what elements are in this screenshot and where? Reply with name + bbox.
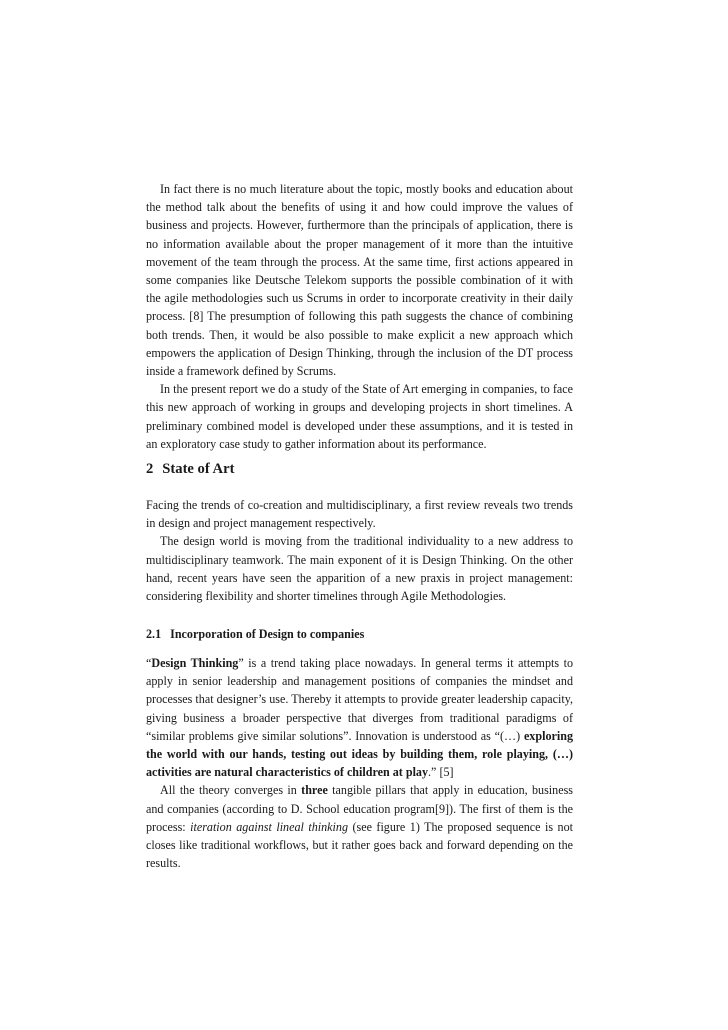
subsection-2-1-paragraph-2: All the theory converges in three tangible pillars that apply in education, business and companies (according to D. School education program[9]). The first of them is the process: iteration against lineal thinking (see figure 1) The proposed sequence is not closes like traditional workflows, but it rather goes back and forward depending on the results. bbox=[146, 783, 573, 871]
subsection-number: 2.1 bbox=[146, 627, 162, 641]
section-2-paragraph-1: Facing the trends of co-creation and multidisciplinary, a first review reveals two trends in design and project management respectively. bbox=[146, 498, 573, 531]
three-emphasis: three bbox=[301, 783, 328, 798]
section-2-heading bbox=[146, 460, 573, 478]
subsection-2-1-heading bbox=[146, 625, 573, 643]
iteration-emphasis: iteration against lineal thinking bbox=[190, 819, 348, 834]
intro-paragraph-2: In the present report we do a study of the State of Art emerging in companies, to face this new approach of working in groups and developing projects in short timelines. A preliminary combined model is developed under these assumptions, and it is tested in an exploratory case study to gather information about its performance. bbox=[146, 382, 573, 451]
section-2-body bbox=[146, 496, 573, 605]
innovation-quote: exploring the world with our hands, testing out ideas by building them, role playing, (…) activities are natural characteristics of children at play bbox=[146, 728, 573, 780]
section-title: State of Art bbox=[162, 461, 235, 477]
subsection-title: Incorporation of Design to companies bbox=[170, 627, 365, 641]
subsection-2-1-body bbox=[146, 654, 573, 872]
section-2-paragraph-2: The design world is moving from the traditional individuality to a new address to multidisciplinary teamwork. The main exponent of it is Design Thinking. On the other hand, recent years have seen the apparition of a new praxis in project management: considering flexibility and shorter timelines through Agile Methodologies. bbox=[146, 534, 573, 604]
section-number: 2 bbox=[146, 461, 154, 477]
intro-paragraph-1: In fact there is no much literature about the topic, mostly books and education about the method talk about the benefits of using it and how could improve the values of business and projects. However, furthermore than the principals of application, there is no information available about the proper management of it more than the intuitive movement of the team through the process. At the same time, first actions appeared in some companies like Deutsche Telekom supports the possible combination of it with the agile methodologies such us Scrums in order to incorporate creativity in their daily process. [8] The presumption of following this path suggests the chance of combining both trends. Then, it would be also possible to make explicit a new approach which empowers the application of Design Thinking, through the inclusion of the DT process inside a framework defined by Scrums. bbox=[146, 182, 573, 379]
subsection-2-1-paragraph-1: “Design Thinking” is a trend taking place nowadays. In general terms it attempts to apply in senior leadership and management positions of companies the mindset and processes that designer’s use. Thereby it attempts to provide greater leadership capacity, giving business a broader perspective that diverges from traditional paradigms of “similar problems give similar solutions”. Innovation is understood as “(…) exploring the world with our hands, testing out ideas by building them, role playing, (…) activities are natural characteristics of children at play.” [5] bbox=[146, 656, 574, 780]
design-thinking-term: Design Thinking bbox=[151, 656, 239, 670]
intro-block bbox=[146, 180, 573, 453]
